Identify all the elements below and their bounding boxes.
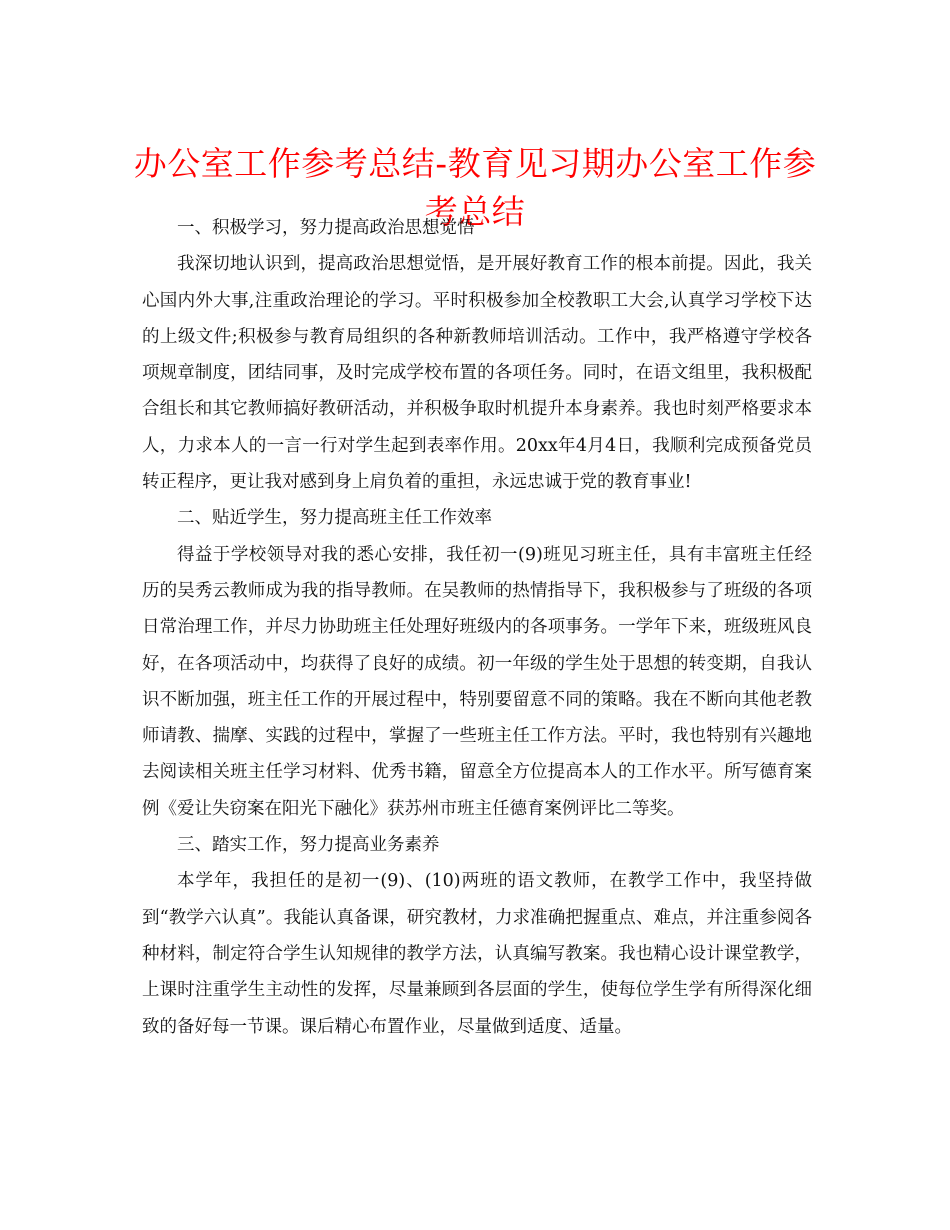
section-paragraph-3: 本学年，我担任的是初一(9)、(10)两班的语文教师，在教学工作中，我坚持做到“教学六认真”。我能认真备课，研究教材，力求准确把握重点、难点，并注重参阅各种材料，制定符合学生认知规律的教学方法，认真编写教案。我也精心设计课堂教学，上课时注重学生主动性的发挥，尽量兼顾到各层面的学生，使每位学生学有所得深化细致的备好每一节课。课后精心布置作业，尽量做到适度、适量。: [142, 871, 812, 1037]
section-heading-2: 二、贴近学生，努力提高班主任工作效率: [177, 508, 492, 529]
section-heading-3: 三、踏实工作，努力提高业务素养: [177, 835, 440, 856]
section-paragraph-1: 我深切地认识到，提高政治思想觉悟，是开展好教育工作的根本前提。因此，我关心国内外大事,注重政治理论的学习。平时积极参加全校教职工大会,认真学习学校下达的上级文件;积极参与教育局组织的各种新教师培训活动。工作中，我严格遵守学校各项规章制度，团结同事，及时完成学校布置的各项任务。同时，在语文组里，我积极配合组长和其它教师搞好教研活动，并积极争取时机提升本身素养。我也时刻严格要求本人，力求本人的一言一行对学生起到表率作用。20xx年4月4日，我顺利完成预备党员转正程序，更让我对感到身上肩负着的重担，永远忠诚于党的教育事业!: [142, 254, 812, 493]
section-paragraph-2: 得益于学校领导对我的悉心安排，我任初一(9)班见习班主任，具有丰富班主任经历的吴秀云教师成为我的指导教师。在吴教师的热情指导下，我积极参与了班级的各项日常治理工作，并尽力协助班主任处理好班级内的各项事务。一学年下来，班级班风良好，在各项活动中，均获得了良好的成绩。初一年级的学生处于思想的转变期，自我认识不断加强，班主任工作的开展过程中，特别要留意不同的策略。我在不断向其他老教师请教、揣摩、实践的过程中，掌握了一些班主任工作方法。平时，我也特别有兴趣地去阅读相关班主任学习材料、优秀书籍，留意全方位提高本人的工作水平。所写德育案例《爱让失窃案在阳光下融化》获苏州市班主任德育案例评比二等奖。: [142, 544, 812, 819]
document-title: 办公室工作参考总结-教育见习期办公室工作参考总结: [133, 144, 817, 232]
document-body: [142, 210, 812, 1045]
section-heading-1: 一、积极学习，努力提高政治思想觉悟: [177, 218, 475, 238]
